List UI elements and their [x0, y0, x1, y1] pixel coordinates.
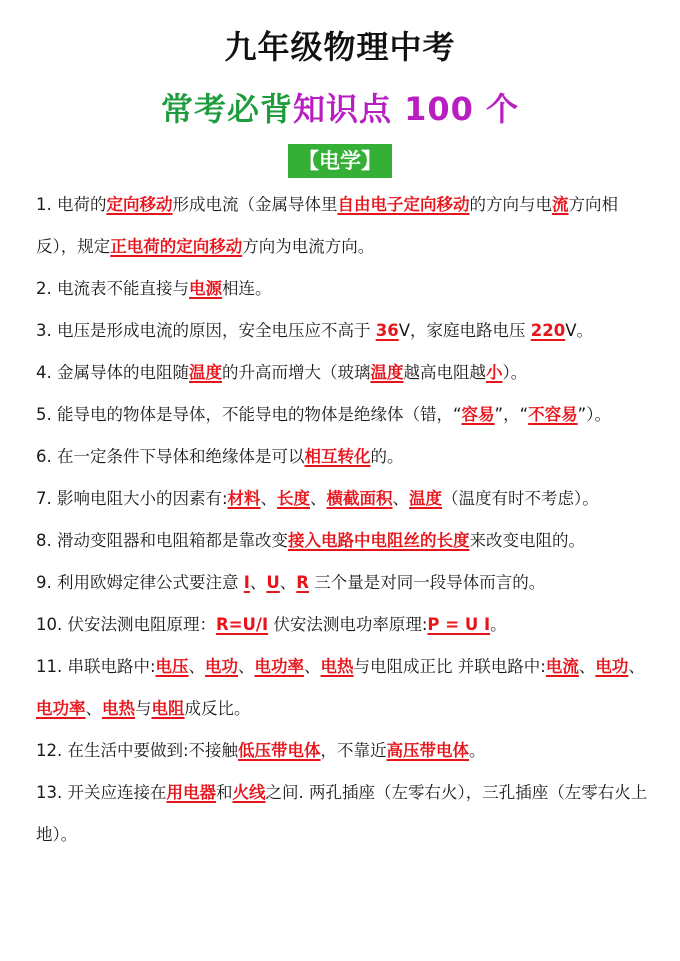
item-text: 12. 在生活中要做到:不接触	[36, 741, 239, 760]
highlight-term: 定向移动	[106, 195, 173, 214]
item-text: 9. 利用欧姆定律公式要注意	[36, 573, 244, 592]
list-item	[36, 352, 656, 394]
highlight-term: 电阻	[151, 699, 185, 718]
item-text: 。	[490, 615, 507, 634]
list-item	[36, 604, 656, 646]
highlight-term: 电功	[205, 657, 239, 676]
item-text: 的。	[370, 447, 404, 466]
highlight-term: 小	[486, 363, 503, 382]
highlight-term: 电功率	[254, 657, 305, 676]
highlight-term: I	[243, 573, 250, 592]
item-text: 、	[628, 657, 645, 676]
item-text: 11. 串联电路中:	[36, 657, 156, 676]
highlight-term: 温度	[409, 489, 443, 508]
item-text: 成反比。	[184, 699, 251, 718]
highlight-term: 36	[375, 321, 399, 340]
highlight-term: 电流	[545, 657, 579, 676]
list-item	[36, 730, 656, 772]
highlight-term: P = U I	[427, 615, 491, 634]
highlight-term: 材料	[227, 489, 261, 508]
item-text: 6. 在一定条件下导体和绝缘体是可以	[36, 447, 305, 466]
subtitle-part-1: 常考必背	[160, 90, 293, 128]
highlight-term: 流	[552, 195, 569, 214]
item-text: 之间. 两孔插座（左零右火），三孔插座（左零右火上地）。	[36, 783, 648, 844]
item-text: V，家庭电路电压	[398, 321, 531, 340]
highlight-term: 正电荷的定向移动	[110, 237, 243, 256]
highlight-term: 火线	[232, 783, 266, 802]
highlight-term: 电压	[155, 657, 189, 676]
highlight-term: 相互转化	[304, 447, 371, 466]
item-text: （温度有时不考虑）。	[442, 489, 599, 508]
highlight-term: 接入电路中电阻丝的长度	[288, 531, 470, 550]
item-text: 8. 滑动变阻器和电阻箱都是靠改变	[36, 531, 288, 550]
item-text: 三个量是对同一段导体而言的。	[309, 573, 546, 592]
item-text: 、	[85, 699, 102, 718]
item-text: ”，“	[494, 405, 529, 424]
item-text: 7. 影响电阻大小的因素有:	[36, 489, 228, 508]
item-text: 伏安法测电功率原理:	[268, 615, 428, 634]
highlight-term: 不容易	[528, 405, 578, 424]
list-item	[36, 772, 656, 856]
subtitle-part-2: 知识点	[292, 90, 392, 128]
highlight-term: 用电器	[166, 783, 216, 802]
page-subtitle	[0, 84, 680, 130]
section-header	[0, 144, 680, 178]
item-text: 5. 能导电的物体是导体，不能导电的物体是绝缘体（错，“	[36, 405, 462, 424]
list-item	[36, 646, 656, 730]
item-text: 的升高而增大（玻璃	[222, 363, 371, 382]
highlight-term: 温度	[370, 363, 404, 382]
item-text: 相连。	[222, 279, 272, 298]
highlight-term: 容易	[461, 405, 495, 424]
item-text: 、	[578, 657, 596, 676]
highlight-term: 温度	[189, 363, 222, 382]
list-item	[36, 184, 656, 268]
list-item	[36, 562, 656, 604]
page-title: 九年级物理中考	[224, 28, 456, 66]
list-item	[36, 394, 656, 436]
item-text: 方向为电流方向。	[242, 237, 375, 256]
item-text: 越高电阻越	[403, 363, 486, 382]
item-text: 、	[310, 489, 327, 508]
item-text: ）。	[502, 363, 528, 382]
item-text: 、	[279, 573, 297, 592]
item-text: 。	[469, 741, 486, 760]
highlight-term: 220	[530, 321, 566, 340]
highlight-term: 长度	[277, 489, 311, 508]
list-item	[36, 520, 656, 562]
item-text: 、	[188, 657, 206, 676]
highlight-term: R	[296, 573, 309, 592]
item-text: 3. 电压是形成电流的原因，安全电压应不高于	[36, 321, 376, 340]
item-text: 、	[260, 489, 278, 508]
item-text: 方向相反），规定	[36, 195, 618, 256]
highlight-term: 电功	[595, 657, 629, 676]
highlight-term: 电热	[102, 699, 135, 718]
item-text: 、	[304, 657, 321, 676]
item-text: 1. 电荷的	[36, 195, 107, 214]
item-text: ，不靠近	[320, 741, 387, 760]
item-text: 与	[135, 699, 152, 718]
item-text: 4. 金属导体的电阻随	[36, 363, 189, 382]
subtitle-part-3: 100 个	[404, 90, 520, 128]
list-item	[36, 268, 656, 310]
highlight-term: 电功率	[36, 699, 86, 718]
item-text: 、	[238, 657, 255, 676]
item-text: 的方向与电	[469, 195, 552, 214]
item-text: 和	[216, 783, 233, 802]
item-text: 、	[249, 573, 267, 592]
item-text: 与电阻成正比 并联电路中:	[353, 657, 546, 676]
highlight-term: 电热	[320, 657, 354, 676]
highlight-term: R=U/I	[216, 615, 269, 634]
item-text: 13. 开关应连接在	[36, 783, 167, 802]
list-item	[36, 436, 656, 478]
highlight-term: U	[266, 573, 280, 592]
highlight-term: 高压带电体	[386, 741, 470, 760]
highlight-term: 自由电子定向移动	[337, 195, 470, 214]
section-label: 【电学】	[288, 144, 392, 178]
highlight-term: 低压带电体	[238, 741, 321, 760]
item-text: 来改变电阻的。	[469, 531, 585, 550]
item-text: 、	[392, 489, 410, 508]
knowledge-list	[36, 184, 656, 856]
highlight-term: 电源	[189, 279, 222, 298]
item-text: 2. 电流表不能直接与	[36, 279, 189, 298]
list-item	[36, 310, 656, 352]
item-text: 10. 伏安法测电阻原理：	[36, 615, 216, 634]
list-item	[36, 478, 656, 520]
item-text: 形成电流（金属导体里	[172, 195, 338, 214]
item-text: ”）。	[577, 405, 611, 424]
item-text: V。	[565, 321, 593, 340]
highlight-term: 横截面积	[326, 489, 393, 508]
